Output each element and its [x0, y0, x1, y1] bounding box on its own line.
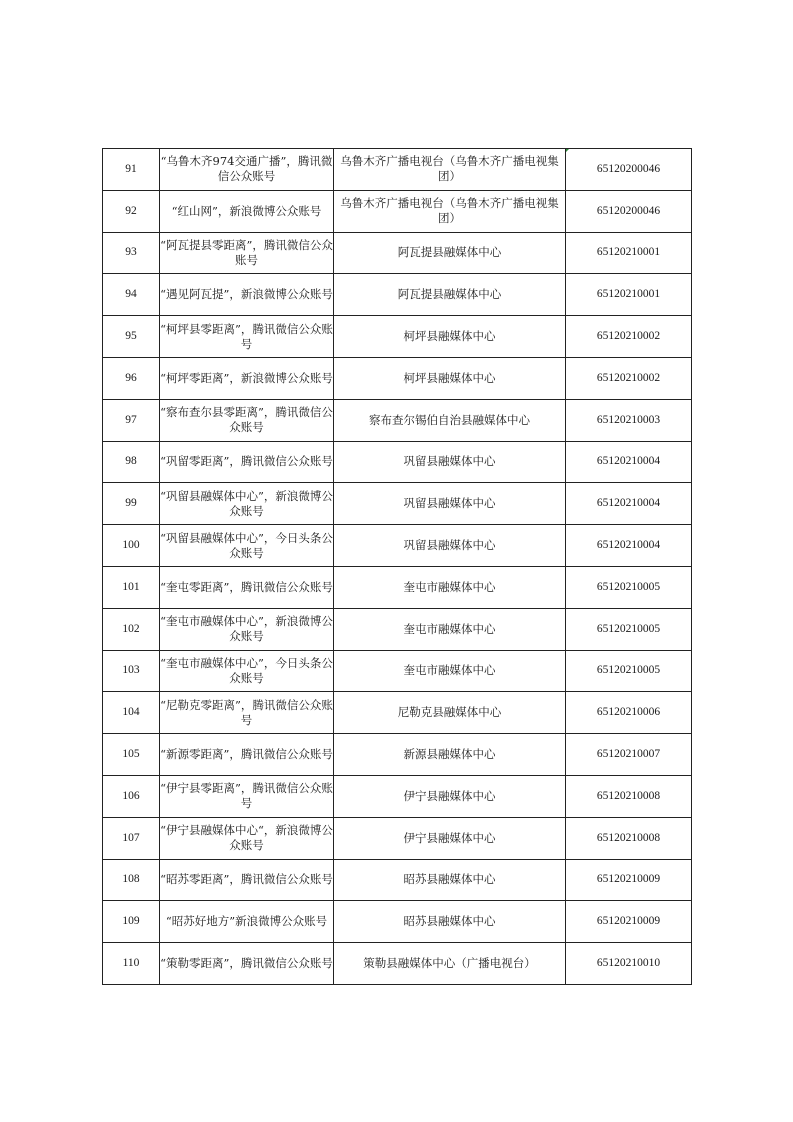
table-row [103, 316, 692, 358]
row-number-text: 99 [125, 497, 137, 510]
license-code-cell [566, 859, 692, 901]
account-name-cell [160, 901, 334, 943]
organization-text: 乌鲁木齐广播电视台（乌鲁木齐广播电视集团） [340, 196, 559, 226]
table-row [103, 525, 692, 567]
organization-text: 阿瓦提县融媒体中心 [397, 245, 502, 260]
organization-cell [334, 734, 566, 776]
organization-cell [334, 149, 566, 191]
license-code-text: 65120210007 [596, 748, 661, 761]
row-number-text: 106 [122, 789, 140, 802]
account-name-text: “遇见阿瓦提”，新浪微博公众账号 [160, 287, 333, 302]
organization-text: 昭苏县融媒体中心 [403, 914, 496, 929]
license-code-cell [566, 734, 692, 776]
account-name-text: “新源零距离”，腾讯微信公众账号 [160, 747, 333, 762]
license-code-cell [566, 483, 692, 525]
organization-cell [334, 357, 566, 399]
license-code-cell [566, 608, 692, 650]
organization-text: 柯坪县融媒体中心 [403, 370, 496, 385]
license-code-text: 65120210009 [596, 915, 661, 928]
license-code-cell [566, 566, 692, 608]
organization-cell [334, 232, 566, 274]
table-row [103, 943, 692, 985]
account-name-text: “伊宁县融媒体中心“，新浪微博公众账号 [160, 823, 333, 853]
row-number-text: 102 [122, 622, 140, 635]
table-row [103, 190, 692, 232]
organization-cell [334, 441, 566, 483]
account-name-text: “柯坪零距离”，新浪微博公众账号 [160, 370, 333, 385]
organization-text: 尼勒克县融媒体中心 [397, 705, 502, 720]
organization-text: 伊宁县融媒体中心 [403, 830, 496, 845]
license-code-cell [566, 901, 692, 943]
license-code-text: 65120210004 [596, 455, 661, 468]
organization-text: 柯坪县融媒体中心 [403, 329, 496, 344]
account-name-cell [160, 316, 334, 358]
row-number-text: 94 [125, 288, 137, 301]
row-number-cell [103, 316, 160, 358]
row-number-cell [103, 190, 160, 232]
license-code-text: 65120210002 [596, 330, 661, 343]
organization-cell [334, 901, 566, 943]
row-number-text: 93 [125, 246, 137, 259]
license-code-text: 65120210010 [596, 957, 661, 970]
license-code-cell [566, 441, 692, 483]
row-number-text: 105 [122, 748, 140, 761]
account-name-text: “乌鲁木齐974交通广播”，腾讯微信公众账号 [160, 154, 333, 184]
table-row [103, 692, 692, 734]
organization-cell [334, 608, 566, 650]
table-row [103, 775, 692, 817]
account-name-cell [160, 190, 334, 232]
row-number-text: 92 [125, 204, 137, 217]
organization-text: 巩留县融媒体中心 [403, 538, 496, 553]
row-number-text: 96 [125, 371, 137, 384]
organization-cell [334, 650, 566, 692]
row-number-cell [103, 859, 160, 901]
row-number-cell [103, 734, 160, 776]
organization-cell [334, 775, 566, 817]
license-code-text: 65120210005 [596, 664, 661, 677]
organization-cell [334, 943, 566, 985]
license-code-cell [566, 149, 692, 191]
organization-cell [334, 859, 566, 901]
organization-cell [334, 316, 566, 358]
license-code-cell [566, 692, 692, 734]
account-name-cell [160, 608, 334, 650]
license-code-text: 65120210001 [596, 288, 661, 301]
account-name-cell [160, 734, 334, 776]
row-number-cell [103, 943, 160, 985]
account-name-text: “阿瓦提县零距离”，腾讯微信公众账号 [160, 237, 333, 267]
license-code-text: 65120200046 [596, 204, 661, 217]
table-row [103, 399, 692, 441]
account-name-cell [160, 357, 334, 399]
account-name-text: “巩留零距离”，腾讯微信公众账号 [160, 454, 333, 469]
table-row [103, 859, 692, 901]
row-number-cell [103, 232, 160, 274]
account-name-text: “昭苏好地方”新浪微博公众账号 [165, 914, 328, 929]
license-code-text: 65120210003 [596, 413, 661, 426]
row-number-text: 107 [122, 831, 140, 844]
row-number-cell [103, 483, 160, 525]
license-code-cell [566, 399, 692, 441]
license-code-text: 65120210005 [596, 622, 661, 635]
account-name-text: “柯坪县零距离”，腾讯微信公众账号 [160, 321, 333, 351]
license-code-text: 65120200046 [596, 162, 661, 175]
organization-cell [334, 483, 566, 525]
account-name-text: “红山网”，新浪微博公众账号 [171, 203, 322, 218]
license-code-text: 65120210001 [596, 246, 661, 259]
account-name-cell [160, 525, 334, 567]
table-row [103, 274, 692, 316]
row-number-cell [103, 566, 160, 608]
license-code-text: 65120210002 [596, 371, 661, 384]
row-number-cell [103, 149, 160, 191]
organization-cell [334, 566, 566, 608]
row-number-text: 108 [122, 873, 140, 886]
table-row [103, 149, 692, 191]
row-number-cell [103, 441, 160, 483]
license-code-cell [566, 274, 692, 316]
license-code-text: 65120210004 [596, 497, 661, 510]
table-row [103, 734, 692, 776]
organization-text: 策勒县融媒体中心（广播电视台） [363, 956, 536, 971]
license-code-cell [566, 190, 692, 232]
table-row [103, 357, 692, 399]
account-name-cell [160, 859, 334, 901]
row-number-text: 91 [125, 162, 137, 175]
account-name-cell [160, 441, 334, 483]
account-name-text: “昭苏零距离”，腾讯微信公众账号 [160, 872, 333, 887]
account-name-cell [160, 566, 334, 608]
table-row [103, 901, 692, 943]
row-number-cell [103, 357, 160, 399]
account-name-text: “奎屯市融媒体中心”，新浪微博公众账号 [160, 614, 333, 644]
account-name-cell [160, 775, 334, 817]
row-number-cell [103, 692, 160, 734]
license-code-cell [566, 817, 692, 859]
organization-text: 奎屯市融媒体中心 [403, 579, 496, 594]
organization-cell [334, 525, 566, 567]
license-code-text: 65120210004 [596, 539, 661, 552]
account-name-text: “巩留县融媒体中心”，新浪微博公众账号 [160, 488, 333, 518]
table-row [103, 483, 692, 525]
account-name-cell [160, 692, 334, 734]
license-code-text: 65120210005 [596, 580, 661, 593]
row-number-text: 95 [125, 330, 137, 343]
registry-table [102, 148, 692, 985]
organization-cell [334, 817, 566, 859]
license-code-cell [566, 232, 692, 274]
license-code-cell [566, 650, 692, 692]
row-number-cell [103, 608, 160, 650]
table-row [103, 817, 692, 859]
organization-text: 察布查尔锡伯自治县融媒体中心 [369, 412, 530, 427]
row-number-text: 101 [122, 580, 140, 593]
row-number-cell [103, 399, 160, 441]
account-name-cell [160, 399, 334, 441]
account-name-text: “奎屯市融媒体中心”，今日头条公众账号 [160, 655, 333, 685]
license-code-text: 65120210009 [596, 873, 661, 886]
account-name-cell [160, 232, 334, 274]
organization-text: 奎屯市融媒体中心 [403, 663, 496, 678]
row-number-cell [103, 274, 160, 316]
table-row [103, 441, 692, 483]
organization-cell [334, 190, 566, 232]
account-name-cell [160, 149, 334, 191]
organization-text: 巩留县融媒体中心 [403, 454, 496, 469]
account-name-text: “巩留县融媒体中心”，今日头条公众账号 [160, 530, 333, 560]
table-row [103, 232, 692, 274]
account-name-text: “策勒零距离”，腾讯微信公众账号 [160, 956, 333, 971]
license-code-cell [566, 775, 692, 817]
organization-text: 昭苏县融媒体中心 [403, 872, 496, 887]
license-code-cell [566, 357, 692, 399]
account-name-text: “察布查尔县零距离”，腾讯微信公众账号 [160, 405, 333, 435]
license-code-text: 65120210008 [596, 831, 661, 844]
organization-text: 乌鲁木齐广播电视台（乌鲁木齐广播电视集团） [340, 154, 559, 184]
row-number-cell [103, 901, 160, 943]
organization-cell [334, 399, 566, 441]
organization-text: 巩留县融媒体中心 [403, 496, 496, 511]
account-name-text: “伊宁县零距离”，腾讯微信公众账号 [160, 781, 333, 811]
account-name-cell [160, 817, 334, 859]
license-code-text: 65120210008 [596, 789, 661, 802]
account-name-cell [160, 943, 334, 985]
row-number-cell [103, 775, 160, 817]
account-name-cell [160, 274, 334, 316]
organization-text: 伊宁县融媒体中心 [403, 788, 496, 803]
license-code-text: 65120210006 [596, 706, 661, 719]
row-number-text: 100 [122, 539, 140, 552]
account-name-cell [160, 650, 334, 692]
row-number-text: 98 [125, 455, 137, 468]
registry-table-body [103, 149, 692, 985]
account-name-text: “尼勒克零距离”，腾讯微信公众账号 [160, 697, 333, 727]
row-number-text: 103 [122, 664, 140, 677]
organization-cell [334, 692, 566, 734]
license-code-cell [566, 525, 692, 567]
license-code-cell [566, 943, 692, 985]
table-row [103, 650, 692, 692]
row-number-cell [103, 525, 160, 567]
row-number-cell [103, 650, 160, 692]
organization-text: 阿瓦提县融媒体中心 [397, 287, 502, 302]
row-number-text: 104 [122, 706, 140, 719]
organization-text: 奎屯市融媒体中心 [403, 621, 496, 636]
row-number-text: 109 [122, 915, 140, 928]
table-row [103, 566, 692, 608]
row-number-text: 110 [122, 957, 140, 970]
row-number-text: 97 [125, 413, 137, 426]
row-number-cell [103, 817, 160, 859]
account-name-text: “奎屯零距离”，腾讯微信公众账号 [160, 579, 333, 594]
account-name-cell [160, 483, 334, 525]
license-code-cell [566, 316, 692, 358]
organization-text: 新源县融媒体中心 [403, 747, 496, 762]
organization-cell [334, 274, 566, 316]
table-row [103, 608, 692, 650]
